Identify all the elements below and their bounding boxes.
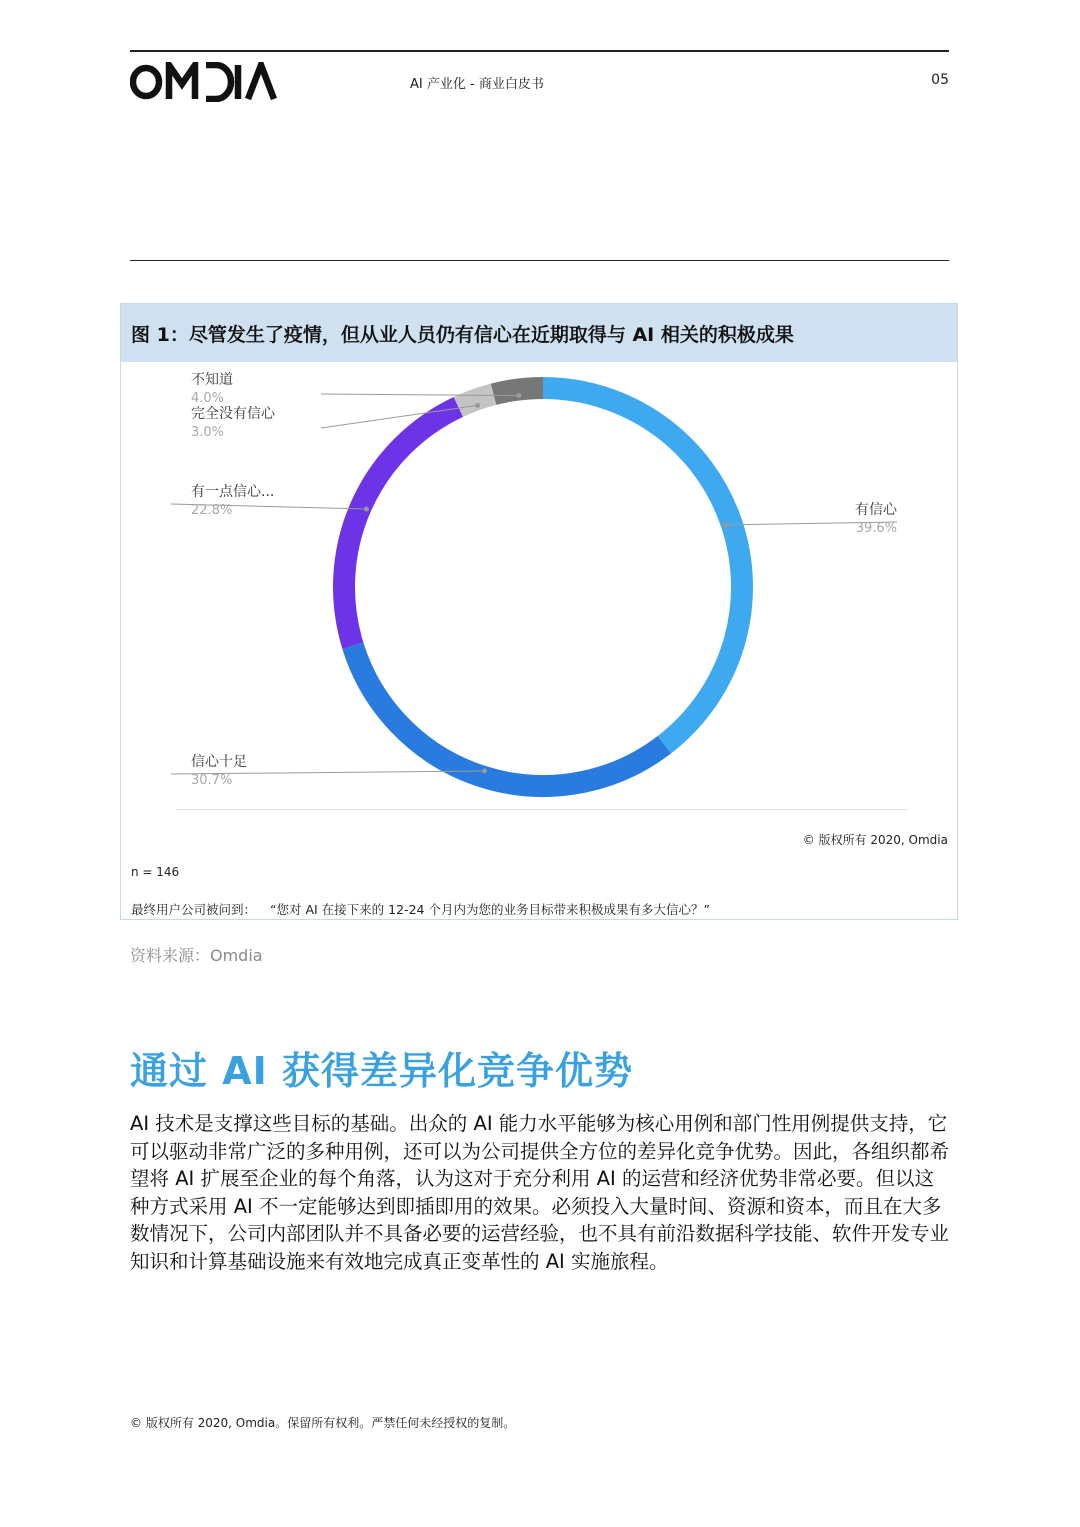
- section-heading: 通过 AI 获得差异化竞争优势: [130, 1049, 634, 1093]
- donut-slice: [344, 407, 458, 646]
- figure-copyright: © 版权所有 2020, Omdia: [802, 833, 948, 847]
- survey-question: [131, 900, 710, 918]
- slice-value-label: 39.6%: [855, 521, 897, 536]
- slice-value-label: 30.7%: [191, 773, 233, 788]
- body-paragraph: AI 技术是支撑这些目标的基础。出众的 AI 能力水平能够为核心用例和部门性用例提供支持，它可以驱动非常广泛的多种用例，还可以为公司提供全方位的差异化竞争优势。因此，各组织都希望将 AI 扩展至企业的每个角落，认为这对于充分利用 AI 的运营和经济优势非常必要。但以这种方式采用 AI 不一定能够达到即插即用的效果。必须投入大量时间、资源和资本，而且在大多数情况下，公司内部团队并不具备必要的运营经验，也不具有前沿数据科学技能、软件开发专业知识和计算基础设施来有效地完成真正变革性的 AI 实施旅程。: [130, 1112, 950, 1273]
- slice-value-label: 3.0%: [191, 425, 225, 440]
- slice-value-label: 22.8%: [191, 503, 233, 518]
- omdia-logo: [130, 62, 278, 102]
- source-note: 资料来源：Omdia: [130, 946, 263, 965]
- sample-size: n = 146: [131, 865, 180, 879]
- donut-chart: [121, 304, 957, 919]
- header-top-rule: [130, 50, 949, 52]
- slice-label: 完全没有信心: [191, 406, 275, 422]
- slice-label: 不知道: [191, 372, 233, 388]
- figure-title: 图 1：尽管发生了疫情，但从业人员仍有信心在近期取得与 AI 相关的积极成果: [131, 324, 794, 346]
- leader-dot: [475, 403, 480, 408]
- leader-dot: [516, 393, 521, 398]
- leader-dot: [723, 522, 728, 527]
- leader-dot: [364, 507, 369, 512]
- leader-dot: [482, 768, 487, 773]
- slice-label: 有一点信心...: [191, 484, 275, 500]
- figure-panel: [120, 303, 958, 920]
- donut-slice: [543, 388, 742, 745]
- question-text: “您对 AI 在接下来的 12-24 个月内为您的业务目标带来积极成果有多大信心？”: [270, 902, 710, 917]
- slice-label: 信心十足: [191, 754, 247, 770]
- slice-value-label: 4.0%: [191, 391, 225, 406]
- slice-label: 有信心: [855, 502, 897, 518]
- section-divider: [130, 260, 949, 261]
- page-number: 05: [931, 72, 949, 88]
- document-title: AI 产业化 - 商业白皮书: [410, 77, 544, 92]
- donut-slice: [353, 646, 664, 786]
- chart-baseline: [176, 809, 908, 810]
- page-footer: © 版权所有 2020, Omdia。保留所有权利。严禁任何未经授权的复制。: [130, 1416, 516, 1430]
- question-label: 最终用户公司被问到：: [131, 902, 257, 917]
